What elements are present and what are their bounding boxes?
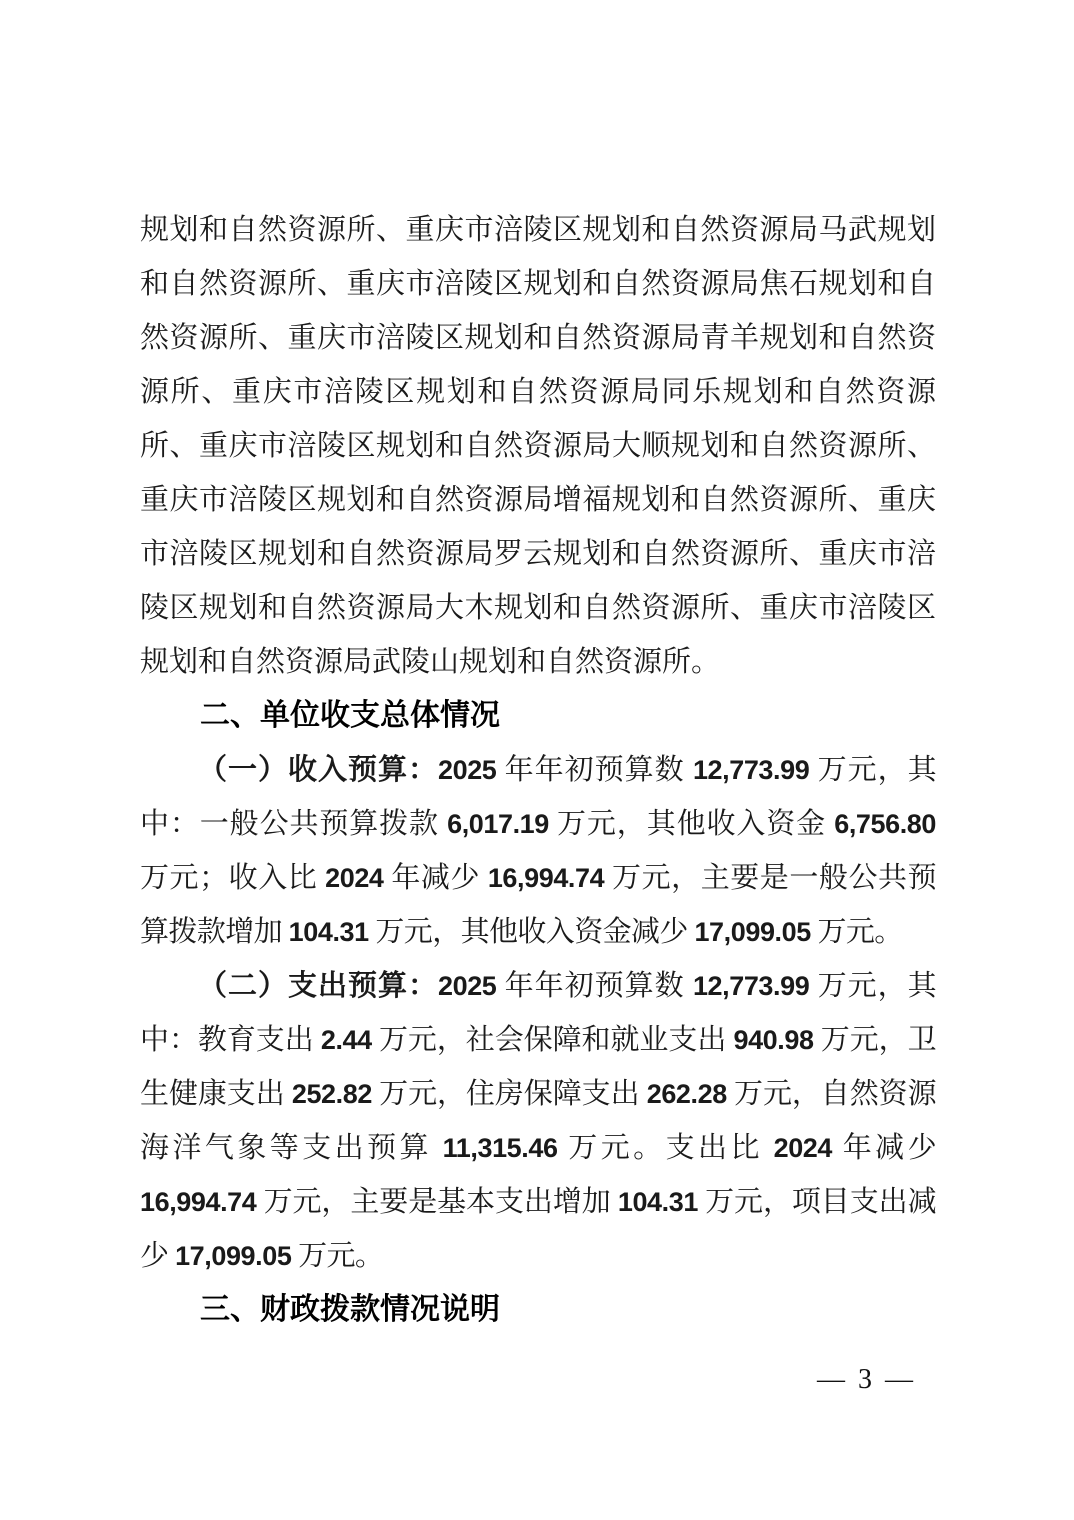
page-body: [140, 203, 936, 1337]
section-heading-2: 二、单位收支总体情况: [200, 699, 500, 732]
continued-paragraph: 规划和自然资源所、重庆市涪陵区规划和自然资源局马武规划和自然资源所、重庆市涪陵区规划和自然资源局焦石规划和自然资源所、重庆市涪陵区规划和自然资源局青羊规划和自然资源所、重庆市涪陵区规划和自然资源局同乐规划和自然资源所、重庆市涪陵区规划和自然资源局大顺规划和自然资源所、重庆市涪陵区规划和自然资源局增福规划和自然资源所、重庆市涪陵区规划和自然资源局罗云规划和自然资源所、重庆市涪陵区规划和自然资源局大木规划和自然资源所、重庆市涪陵区规划和自然资源局武陵山规划和自然资源所。: [140, 214, 936, 678]
expense-budget-paragraph: （二）支出预算：2025 年年初预算数 12,773.99 万元，其中：教育支出 2.44 万元，社会保障和就业支出 940.98 万元，卫生健康支出 252.82 万元，住房保障支出 262.28 万元，自然资源海洋气象等支出预算 11,315.46 万元。支出比 2024 年减少 16,994.74 万元，主要是基本支出增加 104.31 万元，项目支出减少 17,099.05 万元。: [140, 970, 937, 1272]
section-heading-3: 三、财政拨款情况说明: [200, 1293, 500, 1326]
page-number: — 3 —: [817, 1364, 916, 1395]
income-budget-paragraph: （一）收入预算：2025 年年初预算数 12,773.99 万元，其中：一般公共预算拨款 6,017.19 万元，其他收入资金 6,756.80 万元；收入比 2024 年减少 16,994.74 万元，主要是一般公共预算拨款增加 104.31 万元，其他收入资金减少 17,099.05 万元。: [140, 754, 936, 948]
